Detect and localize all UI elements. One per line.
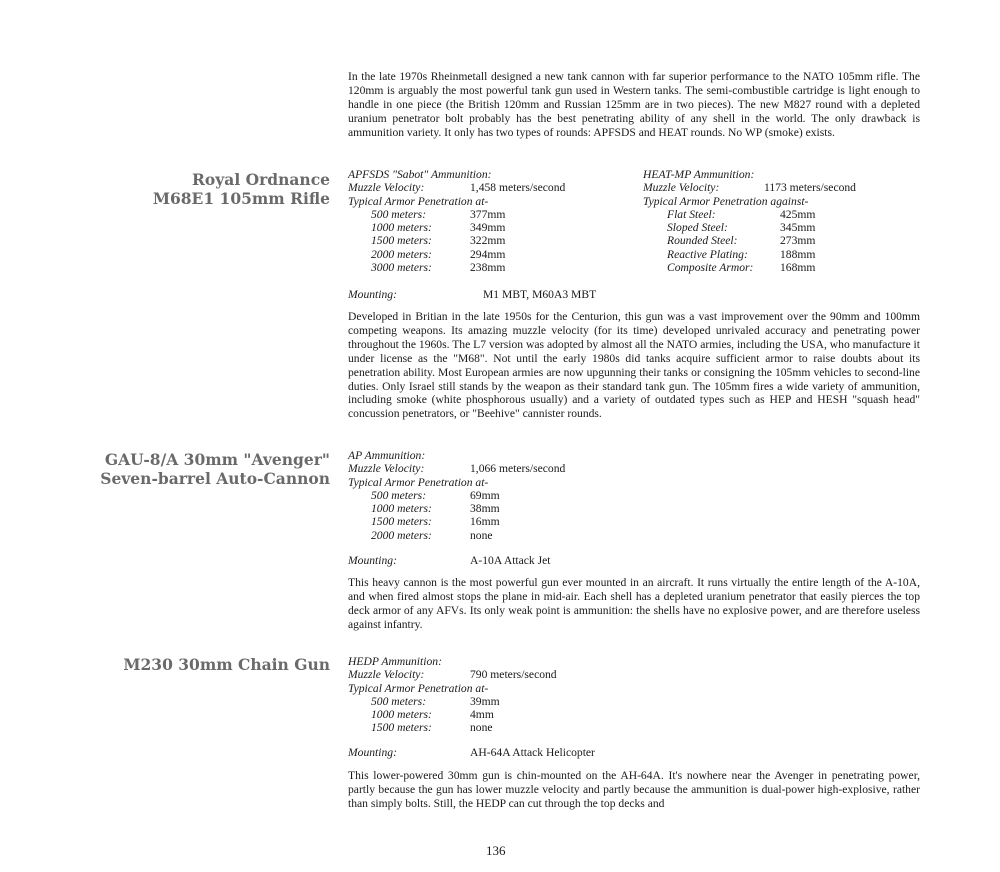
- velocity-value: 1173 meters/second: [764, 181, 856, 195]
- weapon-description: This lower-powered 30mm gun is chin-mounted on the AH-64A. It's nowhere near the Avenger in penetrating power, partly because the gun has lower muzzle velocity and partly because the ammunition is dual-power high-explosive, rather than simply bolts. Still, the HEDP can cut through the top decks and: [348, 769, 920, 810]
- velocity-label: Muzzle Velocity:: [348, 668, 425, 682]
- range-label: 3000 meters:: [371, 261, 432, 275]
- penetration-row: [643, 248, 856, 261]
- armor-type-label: Flat Steel:: [667, 207, 716, 221]
- penetration-row: [348, 515, 565, 528]
- penetration-value: 322mm: [470, 234, 506, 248]
- penetration-value: 425mm: [780, 207, 816, 221]
- penetration-row: [348, 695, 557, 708]
- range-label: 1500 meters:: [371, 234, 432, 248]
- range-label: 2000 meters:: [371, 528, 432, 542]
- range-label: 500 meters:: [371, 207, 427, 221]
- penetration-row: [348, 529, 565, 542]
- velocity-label: Muzzle Velocity:: [348, 181, 425, 195]
- penetration-row: [348, 721, 557, 734]
- penetration-value: 4mm: [470, 708, 494, 722]
- penetration-row: [348, 502, 565, 515]
- mounting-value: M1 MBT, M60A3 MBT: [483, 288, 597, 301]
- range-label: 500 meters:: [371, 488, 427, 502]
- weapon-name-line2: M68E1 105mm Rifle: [152, 189, 330, 208]
- weapon-description: Developed in Britian in the late 1950s for the Centurion, this gun was a vast improvement over the 90mm and 100mm competing weapons. Its amazing muzzle velocity (for its time) developed unrivaled accuracy and penetrating power throughout the 1960s. The L7 version was adopted by almost all the NATO armies, including the USA, who manufacture it under license as the "M68". Not until the early 1980s did tanks acquire sufficient armor to raise doubts about its penetration ability. Most European armies are now upgunning their tanks or consigning the 105mm vehicles to second-line duties. Only Israel still stands by the weapon as their standard tank gun. The 105mm fires a wide variety of ammunition, including smoke (white phosphorous usually) and a variety of outdated types such as HEP and HESH "squash head" concussion penetrators, or "Beehive" cannister rounds.: [348, 310, 920, 421]
- armor-type-label: Composite Armor:: [667, 261, 754, 275]
- weapon-name-line1: GAU-8/A 30mm "Avenger": [104, 450, 330, 469]
- penetration-row: [643, 221, 856, 234]
- penetration-value: 39mm: [470, 694, 500, 708]
- ammo-title: HEAT-MP Ammunition:: [643, 168, 755, 181]
- penetration-row: [348, 261, 565, 274]
- velocity-row: [348, 668, 557, 681]
- penetration-value: 377mm: [470, 207, 506, 221]
- velocity-row: [348, 181, 565, 194]
- penetration-value: 345mm: [780, 221, 816, 235]
- penetration-value: 16mm: [470, 515, 500, 529]
- mounting-row: [348, 554, 551, 568]
- penetration-row: [348, 489, 565, 502]
- mounting-label: Mounting:: [348, 288, 397, 301]
- weapon-heading-gau8a: [100, 450, 330, 488]
- penetration-row: [348, 708, 557, 721]
- ammo-block-apfsds: [348, 168, 565, 274]
- range-label: 1000 meters:: [371, 708, 432, 722]
- mounting-row: [348, 746, 595, 760]
- range-label: 1000 meters:: [371, 502, 432, 516]
- penetration-value: 273mm: [780, 234, 816, 248]
- velocity-value: 790 meters/second: [470, 668, 557, 682]
- armor-type-label: Rounded Steel:: [667, 234, 738, 248]
- range-label: 1000 meters:: [371, 221, 432, 235]
- penetration-row: [643, 234, 856, 247]
- ammo-block-ap: [348, 449, 565, 542]
- velocity-row: [643, 181, 856, 194]
- penetration-value: 69mm: [470, 488, 500, 502]
- ammo-block-heat-mp: [643, 168, 856, 274]
- weapon-heading-m68e1: [153, 170, 330, 208]
- armor-type-label: Sloped Steel:: [667, 221, 728, 235]
- armor-type-label: Reactive Plating:: [667, 247, 748, 261]
- penetration-row: [348, 221, 565, 234]
- weapon-heading-m230: [123, 655, 330, 674]
- ammo-title: AP Ammunition:: [348, 449, 426, 462]
- penetration-label: Typical Armor Penetration at-: [348, 681, 489, 695]
- penetration-label: Typical Armor Penetration against-: [643, 194, 809, 208]
- range-label: 500 meters:: [371, 694, 427, 708]
- mounting-value: AH-64A Attack Helicopter: [470, 746, 595, 759]
- range-label: 1500 meters:: [371, 721, 432, 735]
- penetration-value: none: [470, 721, 493, 735]
- mounting-label: Mounting:: [348, 746, 397, 759]
- weapon-name-line1: M230 30mm Chain Gun: [123, 655, 330, 674]
- penetration-row: [643, 208, 856, 221]
- penetration-value: 294mm: [470, 247, 506, 261]
- velocity-value: 1,066 meters/second: [470, 462, 566, 476]
- penetration-label: Typical Armor Penetration at-: [348, 475, 489, 489]
- mounting-label: Mounting:: [348, 554, 397, 567]
- penetration-label: Typical Armor Penetration at-: [348, 194, 489, 208]
- ammo-block-hedp: [348, 655, 557, 735]
- penetration-value: 38mm: [470, 502, 500, 516]
- penetration-row: [643, 261, 856, 274]
- penetration-row: [348, 248, 565, 261]
- penetration-row: [348, 208, 565, 221]
- penetration-value: 238mm: [470, 261, 506, 275]
- weapon-name-line1: Royal Ordnance: [192, 170, 330, 189]
- intro-paragraph: In the late 1970s Rheinmetall designed a new tank cannon with far superior performance to the NATO 105mm rifle. The 120mm is arguably the most powerful tank gun used in Western tanks. The semi-combustible cartridge is light enough to handle in one piece (the British 120mm and Russian 125mm are in two pieces). The new M827 round with a depleted uranium penetrator bolt probably has the best penetrating ability of any shell in the world. The only drawback is ammunition variety. It only has two types of rounds: APFSDS and HEAT rounds. No WP (smoke) exists.: [348, 70, 920, 139]
- penetration-value: 188mm: [780, 247, 816, 261]
- weapon-description: This heavy cannon is the most powerful gun ever mounted in an aircraft. It runs virtually the entire length of the A-10A, and when fired almost stops the plane in mid-air. Each shell has a depleted uranium penetrator that easily pierces the top deck armor of any AFVs. Its only weak point is ammunition: the shells have no explosive power, and are therefore useless against infantry.: [348, 576, 920, 631]
- velocity-row: [348, 462, 565, 475]
- penetration-value: 168mm: [780, 261, 816, 275]
- ammo-title: APFSDS "Sabot" Ammunition:: [348, 168, 492, 181]
- velocity-value: 1,458 meters/second: [470, 181, 566, 195]
- velocity-label: Muzzle Velocity:: [348, 462, 425, 476]
- penetration-value: none: [470, 528, 493, 542]
- mounting-row: [348, 288, 596, 302]
- mounting-value: A-10A Attack Jet: [470, 554, 551, 567]
- velocity-label: Muzzle Velocity:: [643, 181, 720, 195]
- penetration-value: 349mm: [470, 221, 506, 235]
- weapon-name-line2: Seven-barrel Auto-Cannon: [100, 469, 330, 488]
- page-number: 136: [486, 843, 506, 858]
- range-label: 1500 meters:: [371, 515, 432, 529]
- range-label: 2000 meters:: [371, 247, 432, 261]
- ammo-title: HEDP Ammunition:: [348, 655, 442, 668]
- penetration-row: [348, 234, 565, 247]
